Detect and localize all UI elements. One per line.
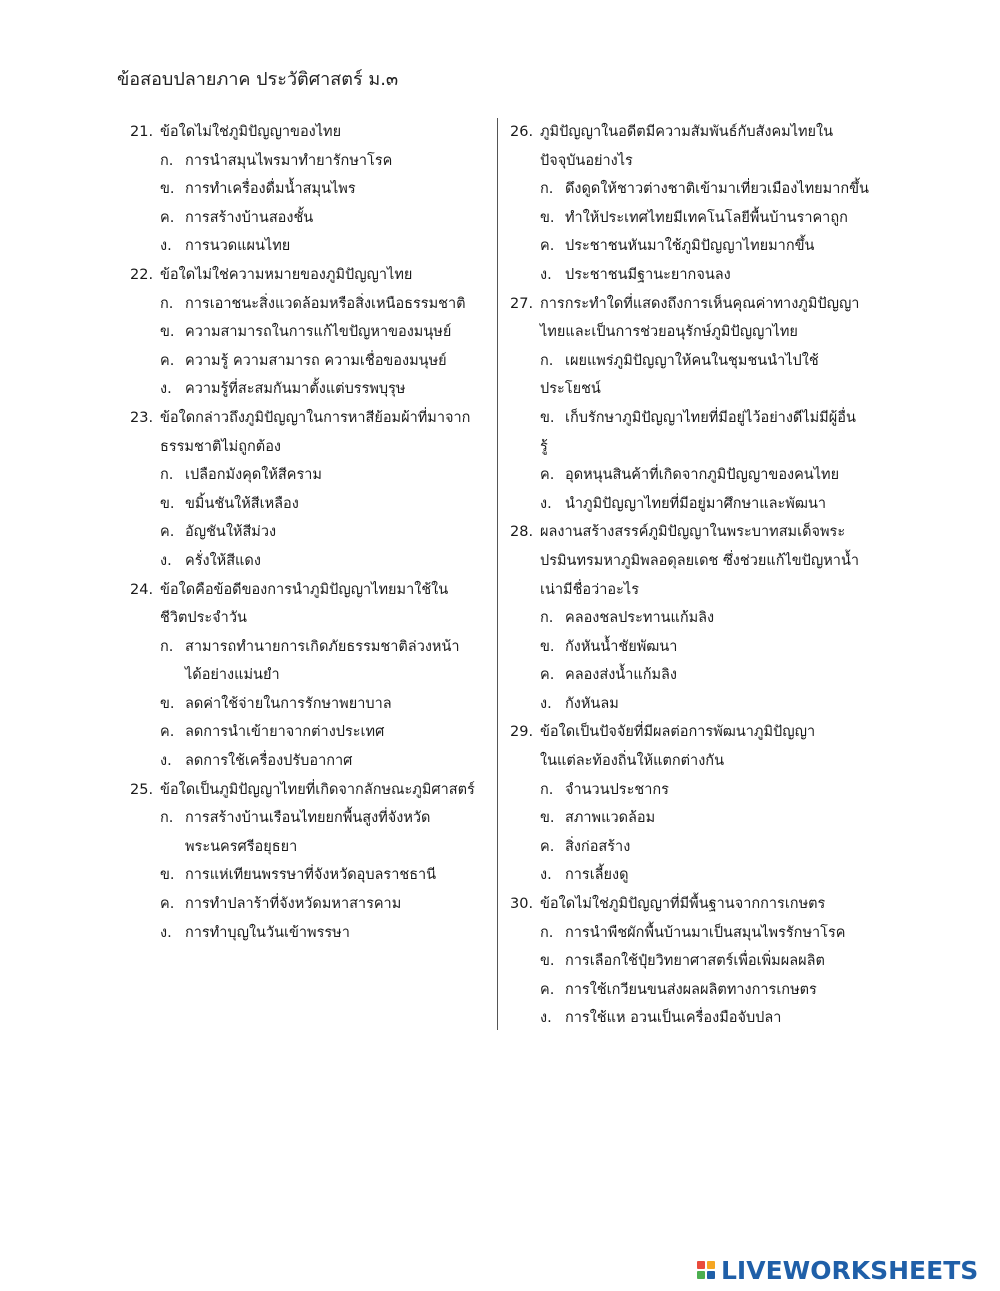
option-letter: ข. [540, 209, 555, 226]
option-line [510, 204, 875, 233]
option-text: การเลือกใช้ปุ๋ยวิทยาศาสตร์เพื่อเพิ่มผลผลิต [565, 953, 825, 970]
logo-square-orange [707, 1261, 715, 1269]
logo-square-blue [707, 1271, 715, 1279]
logo-square-red [697, 1261, 705, 1269]
option-line [130, 804, 490, 833]
option-line-wrap [510, 433, 875, 462]
question-line [130, 433, 490, 462]
option-letter: ง. [160, 381, 172, 398]
question-text: ข้อใดไม่ใช่ภูมิปัญญาที่มีพื้นฐานจากการเกษตร [540, 896, 826, 913]
option-text: เก็บรักษาภูมิปัญญาไทยที่มีอยู่ไว้อย่างดีไม่มีผู้อื่น [565, 409, 856, 426]
option-letter: ข. [540, 638, 555, 655]
column-left [130, 118, 490, 947]
question-24 [130, 576, 490, 776]
liveworksheets-logo [697, 1254, 978, 1286]
option-line [510, 347, 875, 376]
option-letter: ง. [160, 924, 172, 941]
option-text: การนวดแผนไทย [185, 238, 291, 255]
option-text: การนำพืชผักพื้นบ้านมาเป็นสมุนไพรรักษาโรค [565, 924, 846, 941]
question-22 [130, 261, 490, 404]
option-text: ดึงดูดให้ชาวต่างชาติเข้ามาเที่ยวเมืองไทยมากขึ้น [565, 181, 869, 198]
option-text: ลดค่าใช้จ่ายในการรักษาพยาบาล [185, 695, 392, 712]
option-letter: ข. [160, 867, 175, 884]
option-line [130, 347, 490, 376]
option-letter: ค. [160, 352, 175, 369]
logo-text: LIVEWORKSHEETS [721, 1255, 979, 1285]
option-letter: ง. [160, 753, 172, 770]
option-text: ลดการนำเข้ายาจากต่างประเทศ [185, 724, 385, 741]
question-number: 25. [130, 781, 154, 798]
question-line [130, 776, 490, 805]
question-text: ในแต่ละท้องถิ่นให้แตกต่างกัน [540, 753, 724, 770]
option-letter: ค. [540, 981, 555, 998]
question-line [510, 147, 875, 176]
option-text: การสร้างบ้านเรือนไทยยกพื้นสูงที่จังหวัด [185, 810, 431, 827]
question-number: 22. [130, 266, 154, 283]
option-text: สภาพแวดล้อม [565, 810, 656, 827]
question-number: 28. [510, 524, 534, 541]
option-line [510, 232, 875, 261]
question-text: ไทยและเป็นการช่วยอนุรักษ์ภูมิปัญญาไทย [540, 324, 798, 341]
option-text: เปลือกมังคุดให้สีคราม [185, 467, 322, 484]
question-number: 24. [130, 581, 154, 598]
option-letter: ข. [540, 409, 555, 426]
option-letter: ค. [540, 838, 555, 855]
question-line [510, 747, 875, 776]
logo-square-green [697, 1271, 705, 1279]
option-line [510, 490, 875, 519]
question-line [510, 547, 875, 576]
option-line [130, 547, 490, 576]
question-line [130, 404, 490, 433]
option-text: นำภูมิปัญญาไทยที่มีอยู่มาศึกษาและพัฒนา [565, 495, 827, 512]
option-text: ประชาชนมีฐานะยากจนลง [565, 266, 731, 283]
option-text-wrap: รู้ [540, 438, 548, 455]
question-line [510, 890, 875, 919]
option-line [130, 204, 490, 233]
option-letter: ข. [160, 324, 175, 341]
option-text: ขมิ้นชันให้สีเหลือง [185, 495, 299, 512]
option-text: คลองส่งน้ำแก้มลิง [565, 667, 678, 684]
question-29 [510, 718, 875, 890]
option-text: ลดการใช้เครื่องปรับอากาศ [185, 753, 353, 770]
option-line [510, 1004, 875, 1033]
option-line [510, 804, 875, 833]
option-line [510, 919, 875, 948]
option-text: สิ่งก่อสร้าง [565, 838, 631, 855]
question-text: ข้อใดไม่ใช่ความหมายของภูมิปัญญาไทย [160, 266, 413, 283]
question-28 [510, 518, 875, 718]
option-text: การทำปลาร้าที่จังหวัดมหาสารคาม [185, 896, 402, 913]
option-line [130, 375, 490, 404]
option-text: การสร้างบ้านสองชั้น [185, 209, 314, 226]
option-text: สามารถทำนายการเกิดภัยธรรมชาติล่วงหน้า [185, 638, 460, 655]
option-line [130, 232, 490, 261]
option-letter: ข. [540, 953, 555, 970]
option-letter: ก. [540, 924, 554, 941]
page-title: ข้อสอบปลายภาค ประวัติศาสตร์ ม.๓ [117, 69, 399, 90]
option-line [130, 833, 490, 862]
option-text: ความสามารถในการแก้ไขปัญหาของมนุษย์ [185, 324, 452, 341]
option-letter: ค. [160, 209, 175, 226]
option-text: คลองชลประทานแก้มลิง [565, 610, 715, 627]
option-letter: ค. [540, 467, 555, 484]
option-letter: ง. [160, 238, 172, 255]
question-line [130, 118, 490, 147]
option-line [130, 747, 490, 776]
question-line [130, 604, 490, 633]
option-line [130, 147, 490, 176]
option-line [130, 718, 490, 747]
question-line [510, 118, 875, 147]
question-number: 27. [510, 295, 534, 312]
option-line [130, 661, 490, 690]
option-letter: ค. [160, 524, 175, 541]
option-text: การทำบุญในวันเข้าพรรษา [185, 924, 350, 941]
option-letter: ข. [160, 181, 175, 198]
option-line [130, 175, 490, 204]
question-text: ข้อใดเป็นภูมิปัญญาไทยที่เกิดจากลักษณะภูมิศาสตร์ [160, 781, 475, 798]
option-text: อัญชันให้สีม่วง [185, 524, 277, 541]
option-text: จำนวนประชากร [565, 781, 669, 798]
question-number: 21. [130, 124, 154, 140]
option-letter: ก. [540, 610, 554, 627]
option-letter: ก. [160, 467, 174, 484]
option-letter: ข. [160, 695, 175, 712]
question-text: การกระทำใดที่แสดงถึงการเห็นคุณค่าทางภูมิปัญญา [540, 295, 860, 312]
question-number: 26. [510, 124, 534, 140]
question-text: ธรรมชาติไม่ถูกต้อง [160, 438, 281, 455]
option-letter: ข. [160, 495, 175, 512]
option-line [510, 461, 875, 490]
option-letter: ข. [540, 810, 555, 827]
option-letter: ก. [160, 638, 174, 655]
option-line [130, 690, 490, 719]
column-right [510, 118, 875, 1033]
option-line [130, 861, 490, 890]
option-text: ครั่งให้สีแดง [185, 552, 261, 569]
option-line-wrap [510, 375, 875, 404]
option-line [130, 633, 490, 662]
question-line [130, 576, 490, 605]
option-letter: ง. [540, 495, 552, 512]
option-text: ได้อย่างแม่นยำ [185, 667, 280, 684]
option-line [510, 261, 875, 290]
option-line [130, 919, 490, 948]
option-text: การเลี้ยงดู [565, 867, 629, 884]
option-line [130, 318, 490, 347]
question-text: ข้อใดคือข้อดีของการนำภูมิปัญญาไทยมาใช้ใน [160, 581, 449, 598]
question-25 [130, 776, 490, 948]
question-text: ข้อใดไม่ใช่ภูมิปัญญาของไทย [160, 124, 342, 140]
option-line [510, 976, 875, 1005]
option-letter: ก. [540, 781, 554, 798]
option-letter: ค. [540, 238, 555, 255]
option-line [130, 890, 490, 919]
question-line [510, 518, 875, 547]
option-line [510, 633, 875, 662]
question-27 [510, 290, 875, 519]
column-divider [497, 118, 498, 1030]
option-text: กังหันลม [565, 695, 619, 712]
option-text: ความรู้ ความสามารถ ความเชื่อของมนุษย์ [185, 352, 447, 369]
option-text: การแห่เทียนพรรษาที่จังหวัดอุบลราชธานี [185, 867, 437, 884]
question-text: ผลงานสร้างสรรค์ภูมิปัญญาในพระบาทสมเด็จพระ [540, 524, 846, 541]
option-text: กังหันน้ำชัยพัฒนา [565, 638, 678, 655]
option-line [130, 518, 490, 547]
option-text: การใช้เกวียนขนส่งผลผลิตทางการเกษตร [565, 981, 817, 998]
option-line [130, 490, 490, 519]
option-letter: ค. [540, 667, 555, 684]
option-text: ความรู้ที่สะสมกันมาตั้งแต่บรรพบุรุษ [185, 381, 406, 398]
option-line [510, 175, 875, 204]
option-line [510, 661, 875, 690]
option-text: อุดหนุนสินค้าที่เกิดจากภูมิปัญญาของคนไทย [565, 467, 840, 484]
question-30 [510, 890, 875, 1033]
question-text: ข้อใดเป็นปัจจัยที่มีผลต่อการพัฒนาภูมิปัญญา [540, 724, 816, 741]
question-number: 23. [130, 409, 154, 426]
question-text: ภูมิปัญญาในอดีตมีความสัมพันธ์กับสังคมไทยใน [540, 124, 834, 140]
option-letter: ค. [160, 896, 175, 913]
option-letter: ง. [540, 266, 552, 283]
option-line [130, 290, 490, 319]
option-text: ประชาชนหันมาใช้ภูมิปัญญาไทยมากขึ้น [565, 238, 815, 255]
question-text: ชีวิตประจำวัน [160, 610, 247, 627]
option-text: การใช้แห อวนเป็นเครื่องมือจับปลา [565, 1010, 782, 1027]
question-line [510, 318, 875, 347]
option-letter: ก. [160, 810, 174, 827]
option-letter: ก. [540, 352, 554, 369]
option-letter: ก. [160, 295, 174, 312]
option-letter: ค. [160, 724, 175, 741]
option-text: พระนครศรีอยุธยา [185, 838, 298, 855]
question-text: เน่ามีชื่อว่าอะไร [540, 581, 639, 598]
option-line [510, 861, 875, 890]
question-text: ข้อใดกล่าวถึงภูมิปัญญาในการหาสีย้อมผ้าที่มาจาก [160, 409, 471, 426]
option-text: การเอาชนะสิ่งแวดล้อมหรือสิ่งเหนือธรรมชาติ [185, 295, 466, 312]
question-line [510, 290, 875, 319]
option-line [510, 833, 875, 862]
question-number: 30. [510, 896, 534, 913]
question-line [510, 718, 875, 747]
option-text-wrap: ประโยชน์ [540, 381, 601, 398]
option-letter: ง. [540, 695, 552, 712]
option-letter: ก. [540, 181, 554, 198]
option-line [510, 690, 875, 719]
question-26 [510, 118, 875, 290]
question-line [510, 576, 875, 605]
option-line [510, 776, 875, 805]
option-line [510, 604, 875, 633]
option-line [510, 404, 875, 433]
option-text: การนำสมุนไพรมาทำยารักษาโรค [185, 152, 393, 169]
option-line [510, 947, 875, 976]
option-line [130, 461, 490, 490]
option-letter: ง. [540, 1010, 552, 1027]
option-text: เผยแพร่ภูมิปัญญาให้คนในชุมชนนำไปใช้ [565, 352, 819, 369]
option-text: การทำเครื่องดื่มน้ำสมุนไพร [185, 181, 356, 198]
option-letter: ก. [160, 152, 174, 169]
question-text: ปรมินทรมหาภูมิพลอดุลยเดช ซึ่งช่วยแก้ไขปัญหาน้ำ [540, 552, 859, 569]
option-letter: ง. [540, 867, 552, 884]
question-23 [130, 404, 490, 576]
option-text: ทำให้ประเทศไทยมีเทคโนโลยีพื้นบ้านราคาถูก [565, 209, 848, 226]
question-number: 29. [510, 724, 534, 741]
question-line [130, 261, 490, 290]
option-letter: ง. [160, 552, 172, 569]
question-21 [130, 118, 490, 261]
question-text: ปัจจุบันอย่างไร [540, 152, 633, 169]
liveworksheets-logo-icon [697, 1261, 715, 1279]
